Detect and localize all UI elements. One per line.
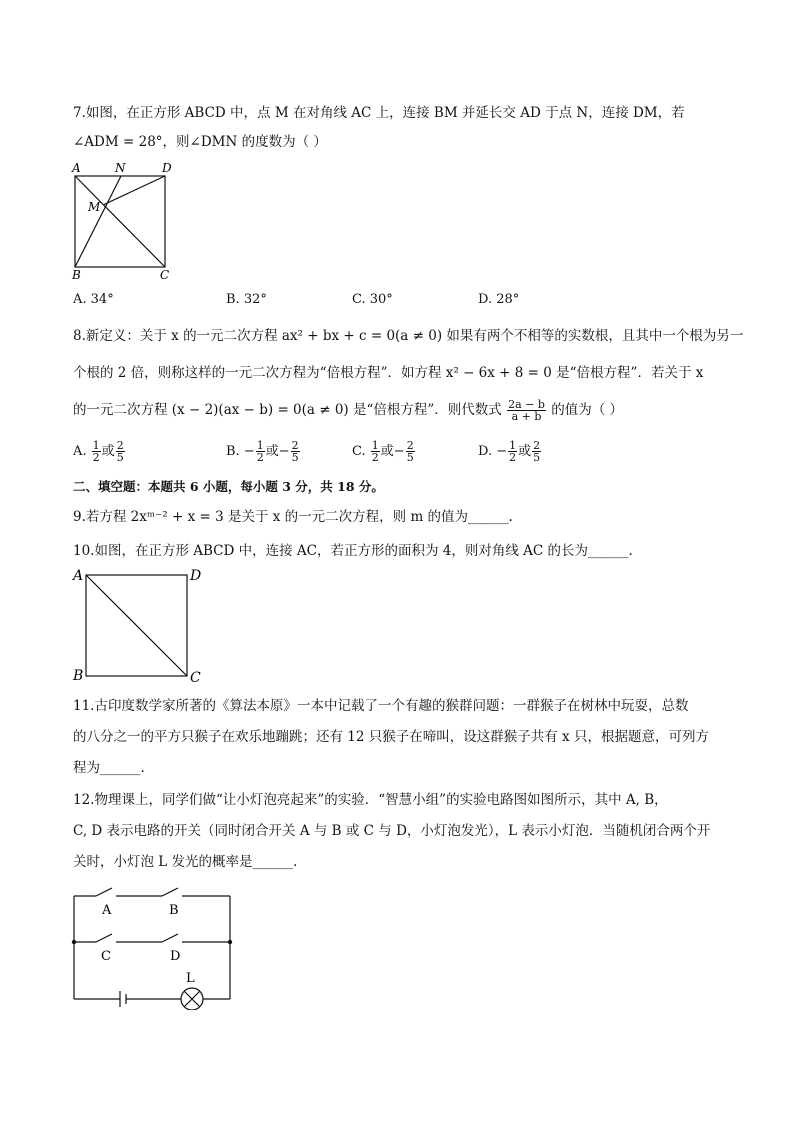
q8-option-c: C. $\frac{1}{2}$ 或− $\frac{2}{5}$ [352,439,414,464]
q8-option-d: D. − $\frac{1}{2}$ 或 $\frac{2}{5}$ [478,439,541,464]
q7-line-bn [75,176,121,267]
q7-label-a: A [72,161,81,175]
q12-label-b: B [169,903,179,918]
q7-option-b: B. 32° [226,292,267,307]
q12-label-c: C [101,949,111,964]
q8-option-a: A. $\frac{1}{2}$ 或 $\frac{2}{5}$ [73,439,124,464]
section2-heading: 二、填空题：本题共 6 小题，每小题 3 分，共 18 分。 [73,479,384,494]
q12-label-l: L [186,971,195,986]
q12-text-line2: C, D 表示电路的开关（同时闭合开关 A 与 B 或 C 与 D，小灯泡发光），L 表示小灯泡．当随机闭合两个开 [73,823,711,839]
q12-junction-right [228,940,232,944]
q11-text-line1: 11.古印度数学家所著的《算法本原》一本中记载了一个有趣的猴群问题：一群猴子在树林中玩耍，总数 [73,698,689,714]
q9-text-line1: 9.若方程 2xᵐ⁻² + x = 3 是关于 x 的一元二次方程，则 m 的值为______. [73,509,513,525]
q10-label-c: C [190,670,201,686]
q8-text-line1: 8.新定义：关于 x 的一元二次方程 ax² + bx + c = 0(a ≠ 0) 如果有两个不相等的实数根，且其中一个根为另一 [73,328,744,344]
q7-label-d: D [162,161,172,175]
q11-text-line2: 的八分之一的平方只猴子在欢乐地蹦跳；还有 12 只猴子在啼叫，设这群猴子共有 x 只，根据题意，可列方 [73,729,709,745]
q12-switch-d-blade [162,934,178,942]
q12-label-a: A [102,903,112,918]
q12-circuit-diagram [66,880,241,1010]
q7-diagonal-ac [75,176,165,267]
q12-switch-c-blade [96,934,112,942]
q10-square-figure [70,564,210,686]
q7-label-n: N [115,161,126,175]
q8-text-line2: 个根的 2 倍，则称这样的一元二次方程为“倍根方程”．如方程 x² − 6x + 8 = 0 是“倍根方程”．若关于 x [73,365,704,381]
q7-option-c: C. 30° [352,292,393,307]
q12-switch-b-blade [162,888,178,896]
q8-text-line3-b: 的值为（ ） [551,402,623,418]
q8-text-line3 [73,399,623,422]
q7-option-d: D. 28° [478,292,520,307]
q12-label-d: D [170,949,181,964]
q8-expression-fraction: $\frac{2a - b}{a + b}$ [508,398,545,423]
q7-text-line2: ∠ADM = 28°，则∠DMN 的度数为（ ） [73,134,327,150]
q7-text-line1: 7.如图，在正方形 ABCD 中，点 M 在对角线 AC 上，连接 BM 并延长交 AD 于点 N，连接 DM，若 [73,105,685,121]
q7-label-m: M [88,200,101,214]
q8-option-b: B. − $\frac{1}{2}$ 或− $\frac{2}{5}$ [226,439,299,464]
q7-square-figure [66,156,186,281]
q12-switch-a-blade [96,888,112,896]
q12-text-line1: 12.物理课上，同学们做“让小灯泡亮起来”的实验．“智慧小组”的实验电路图如图所示，其中 A, B， [73,792,668,808]
q7-label-b: B [72,268,81,281]
q10-text-line1: 10.如图，在正方形 ABCD 中，连接 AC，若正方形的面积为 4，则对角线 AC 的长为______. [73,543,633,559]
q10-label-a: A [73,568,84,584]
q10-diagonal-ac [86,575,187,676]
q7-line-dm [103,176,165,205]
q10-label-b: B [73,668,84,684]
q11-text-line3: 程为______. [73,760,145,776]
q7-option-a: A. 34° [73,292,114,307]
q12-junction-left [72,940,76,944]
q10-label-d: D [190,568,202,584]
q12-text-line3: 关时，小灯泡 L 发光的概率是______. [73,854,298,870]
q8-text-line3-a: 的一元二次方程 (x − 2)(ax − b) = 0(a ≠ 0) 是“倍根方程”．则代数式 [73,402,502,418]
q7-label-c: C [160,268,170,281]
